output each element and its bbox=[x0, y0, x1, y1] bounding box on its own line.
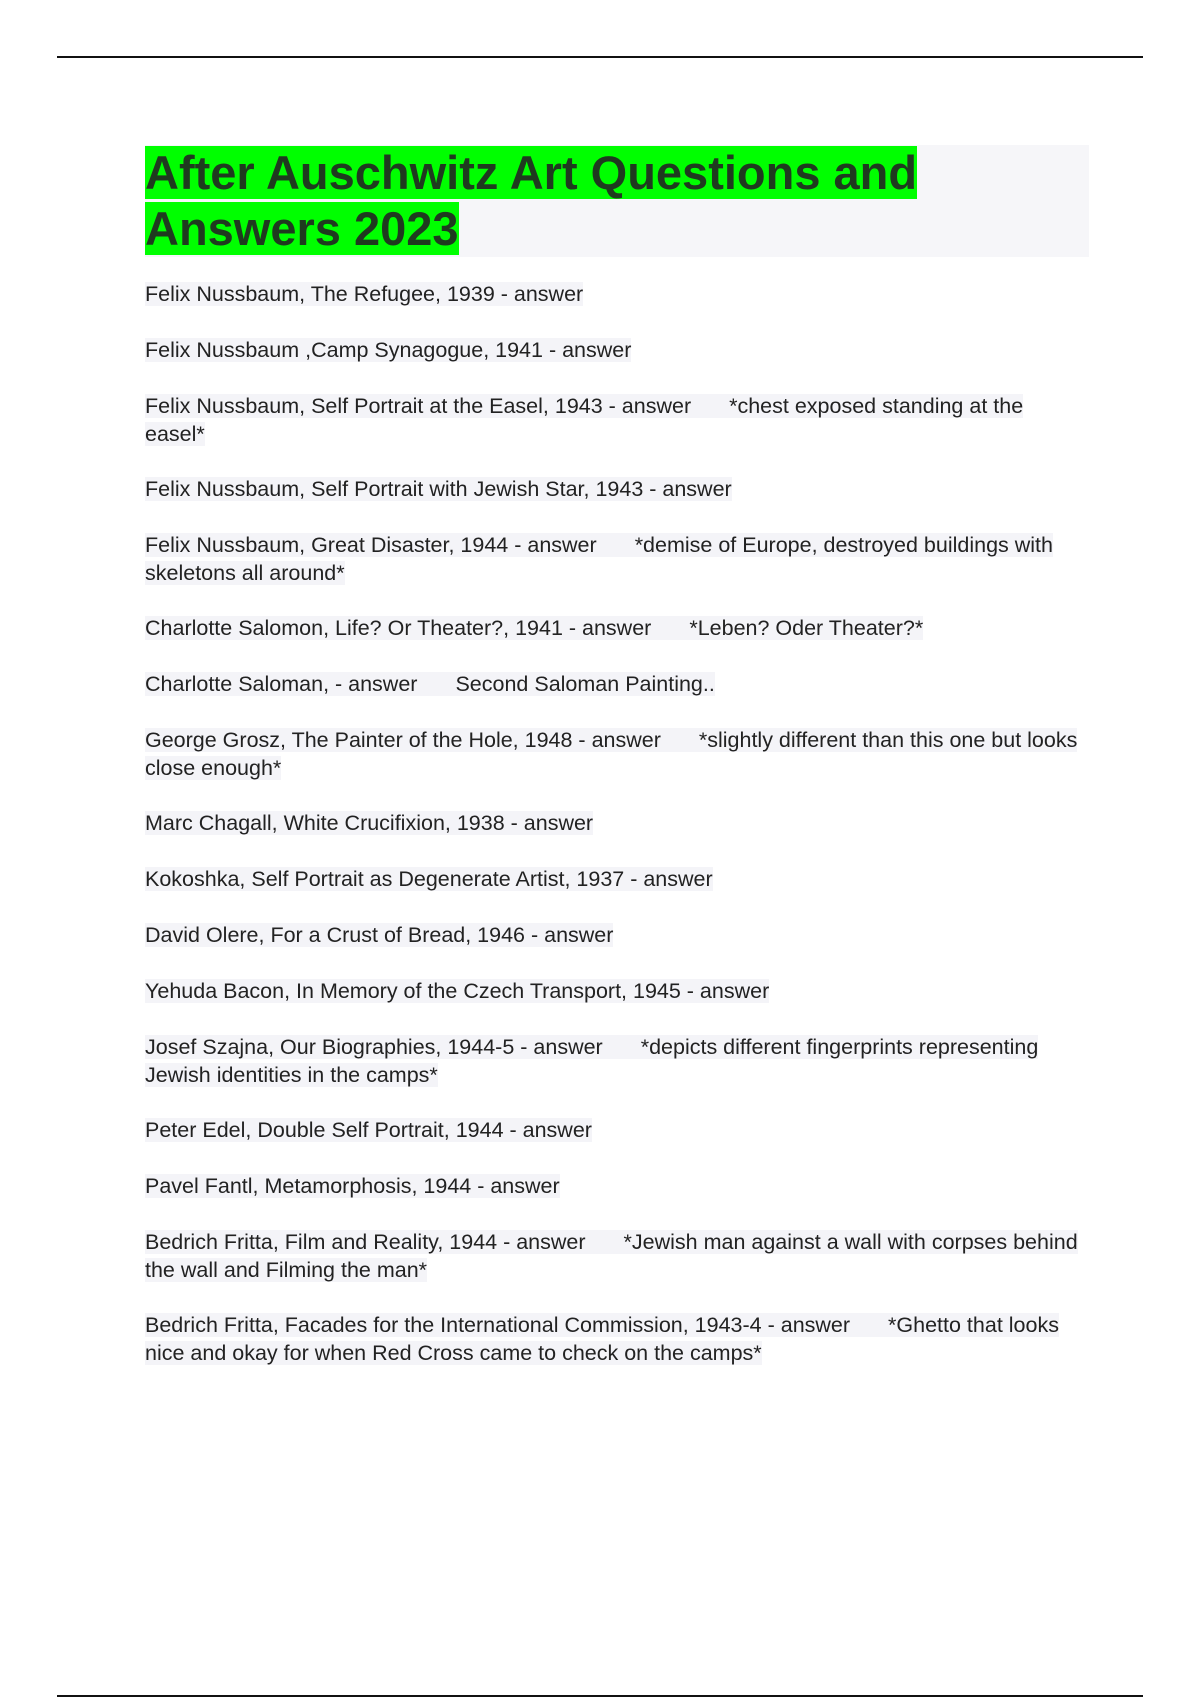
page-title-line-1: After Auschwitz Art Questions and bbox=[145, 146, 918, 199]
question-text: Felix Nussbaum ,Camp Synagogue, 1941 - answer bbox=[145, 338, 632, 362]
list-item bbox=[145, 865, 1080, 893]
page-title-line-2: Answers 2023 bbox=[145, 202, 459, 255]
list-item bbox=[145, 726, 1080, 782]
question-text: Felix Nussbaum, Great Disaster, 1944 - answer bbox=[145, 533, 597, 557]
question-text: Josef Szajna, Our Biographies, 1944-5 - answer bbox=[145, 1035, 603, 1059]
question-text: Bedrich Fritta, Film and Reality, 1944 - answer bbox=[145, 1230, 586, 1254]
answer-text: *depicts different fingerprints representing Jewish identities in the camps* bbox=[145, 1035, 1039, 1087]
list-item bbox=[145, 1311, 1080, 1367]
question-text: Peter Edel, Double Self Portrait, 1944 - answer bbox=[145, 1118, 592, 1142]
answer-text: *Leben? Oder Theater?* bbox=[689, 616, 924, 640]
question-text: Kokoshka, Self Portrait as Degenerate Artist, 1937 - answer bbox=[145, 867, 713, 891]
question-text: Charlotte Saloman, - answer bbox=[145, 672, 418, 696]
answer-text: *slightly different than this one but looks close enough* bbox=[145, 728, 1078, 780]
question-text: Bedrich Fritta, Facades for the International Commission, 1943-4 - answer bbox=[145, 1313, 851, 1337]
list-item bbox=[145, 280, 1080, 308]
list-item bbox=[145, 670, 1080, 698]
list-item bbox=[145, 1033, 1080, 1089]
list-item bbox=[145, 336, 1080, 364]
question-text: Charlotte Salomon, Life? Or Theater?, 1941 - answer bbox=[145, 616, 652, 640]
top-rule bbox=[57, 56, 1143, 58]
list-item bbox=[145, 392, 1080, 448]
list-item bbox=[145, 809, 1080, 837]
question-text: Felix Nussbaum, The Refugee, 1939 - answer bbox=[145, 282, 584, 306]
list-item bbox=[145, 1116, 1080, 1144]
answer-text: Second Saloman Painting.. bbox=[455, 672, 715, 696]
answer-text: *Ghetto that looks nice and okay for when Red Cross came to check on the camps* bbox=[145, 1313, 1059, 1365]
question-text: George Grosz, The Painter of the Hole, 1948 - answer bbox=[145, 728, 661, 752]
title-block bbox=[145, 145, 1089, 257]
question-text: Pavel Fantl, Metamorphosis, 1944 - answer bbox=[145, 1174, 560, 1198]
answer-text: *demise of Europe, destroyed buildings with skeletons all around* bbox=[145, 533, 1053, 585]
list-item bbox=[145, 1172, 1080, 1200]
list-item bbox=[145, 531, 1080, 587]
page-title bbox=[145, 145, 1089, 257]
question-text: David Olere, For a Crust of Bread, 1946 - answer bbox=[145, 923, 614, 947]
list-item bbox=[145, 921, 1080, 949]
question-text: Felix Nussbaum, Self Portrait at the Easel, 1943 - answer bbox=[145, 394, 692, 418]
bottom-rule bbox=[57, 1695, 1143, 1697]
question-text: Marc Chagall, White Crucifixion, 1938 - answer bbox=[145, 811, 594, 835]
qa-list bbox=[145, 280, 1080, 1394]
question-text: Yehuda Bacon, In Memory of the Czech Transport, 1945 - answer bbox=[145, 979, 770, 1003]
answer-text: *chest exposed standing at the easel* bbox=[145, 394, 1024, 446]
list-item bbox=[145, 977, 1080, 1005]
answer-text: *Jewish man against a wall with corpses behind the wall and Filming the man* bbox=[145, 1230, 1078, 1282]
list-item bbox=[145, 475, 1080, 503]
list-item bbox=[145, 614, 1080, 642]
list-item bbox=[145, 1228, 1080, 1284]
question-text: Felix Nussbaum, Self Portrait with Jewish Star, 1943 - answer bbox=[145, 477, 732, 501]
